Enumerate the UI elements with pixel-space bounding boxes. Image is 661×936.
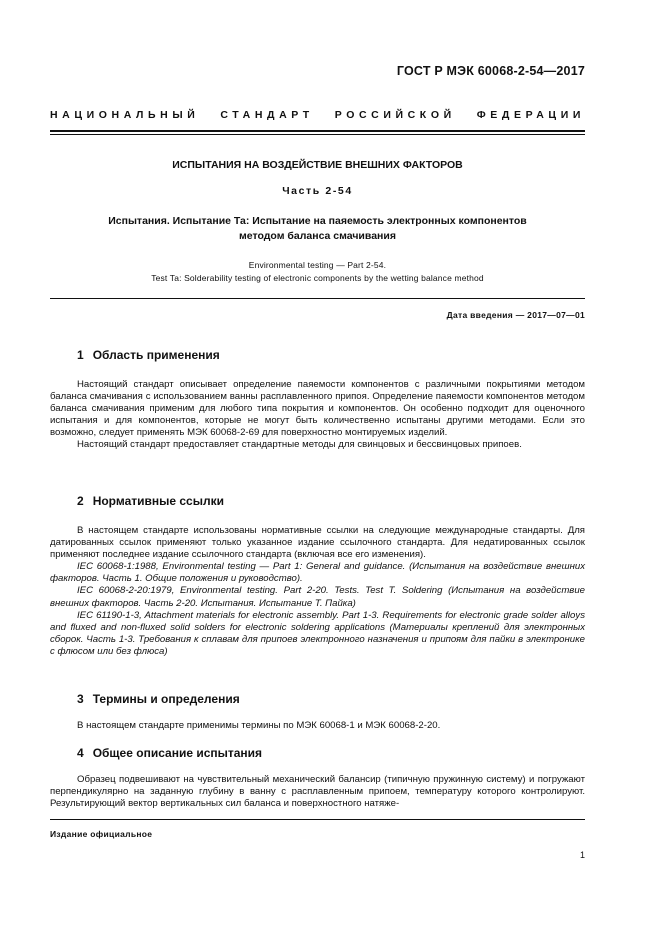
section-3-heading (77, 692, 240, 706)
standard-number: ГОСТ Р МЭК 60068-2-54—2017 (396, 64, 585, 78)
national-standard-heading: НАЦИОНАЛЬНЫЙ СТАНДАРТ РОССИЙСКОЙ ФЕДЕРАЦИИ (50, 109, 585, 121)
paragraph: Настоящий стандарт предоставляет стандартные методы для свинцовых и бессвинцовых припоев. (77, 439, 522, 451)
section-title: Нормативные ссылки (92, 494, 224, 508)
english-title (50, 259, 585, 285)
paragraph: В настоящем стандарте применимы термины по МЭК 60068-1 и МЭК 60068-2-20. (77, 720, 441, 731)
english-title-line-1: Environmental testing — Part 2-54. (248, 260, 387, 270)
paragraph: Образец подвешивают на чувствительный механический балансир (типичную пружинную систему) и погружают перпендикулярно на заданную глубину в ванну с расплавленным припоем, температуру которого контролируют. Результирующий вектор вертикальных сил баланса и поверхностного натяже- (50, 774, 585, 810)
reference-item: IEC 60068-1:1988, Environmental testing — Part 1: General and guidance. (Испытания на воздействие внешних факторов. Часть 1. Общие положения и руководство). (50, 561, 585, 585)
section-title: Термины и определения (92, 692, 240, 706)
paragraph: В настоящем стандарте использованы нормативные ссылки на следующие международные стандарты. Для датированных ссылок применяют только указанное издание ссылочного стандарта. Для недатированных ссылок применяют последнее издание ссылочного стандарта (включая все его изменения). (50, 525, 585, 561)
section-title: Общее описание испытания (92, 746, 263, 760)
section-1-body (50, 379, 585, 452)
section-number: 3 (77, 692, 84, 706)
section-2-body (50, 525, 585, 658)
part-label: Часть 2-54 (282, 185, 353, 197)
reference-item: IEC 60068-2-20:1979, Environmental testing. Part 2-20. Tests. Test T. Soldering (Испытания на воздействие внешних факторов. Часть 2-20. Испытания. Испытание Т. Пайка) (50, 585, 585, 609)
section-3-body (50, 720, 585, 732)
header-rule-thin (50, 134, 585, 135)
edition-label: Издание официальное (50, 829, 153, 839)
subtitle-line-2: методом баланса смачивания (239, 230, 396, 242)
section-4-body (50, 774, 585, 810)
section-number: 2 (77, 494, 84, 508)
subtitle (50, 214, 585, 244)
subtitle-line-1: Испытания. Испытание Та: Испытание на паяемость электронных компонентов (108, 215, 527, 227)
title-rule (50, 298, 585, 299)
paragraph: Настоящий стандарт описывает определение паяемости компонентов с различными покрытиями методом баланса смачивания с использованием ванны расплавленного припоя. Определение паяемости компонентов методом баланса смачивания применим для любого типа покрытия и компонентов. Он особенно подходит для оценочного испытания и для компонентов, которые не могут быть количественно испытаны другими методами. Если это возможно, следует применять МЭК 60068-2-69 для поверхностно монтируемых изделий. (50, 379, 585, 439)
main-title: ИСПЫТАНИЯ НА ВОЗДЕЙСТВИЕ ВНЕШНИХ ФАКТОРОВ (172, 159, 463, 171)
section-title: Область применения (92, 348, 220, 362)
footer-rule (50, 819, 585, 820)
section-4-heading (77, 746, 262, 760)
header-rule-thick (50, 130, 585, 132)
section-2-heading (77, 494, 224, 508)
page-number: 1 (579, 850, 585, 860)
english-title-line-2: Test Ta: Solderability testing of electronic components by the wetting balance method (151, 273, 484, 283)
introduction-date: Дата введения — 2017—07—01 (446, 310, 585, 320)
reference-item: IEC 61190-1-3, Attachment materials for electronic assembly. Part 1-3. Requirements for electronic grade solder alloys and fluxed and non-fluxed solid solders for electronic soldering applications (Материалы креплений для электронных сборок. Часть 1-3. Требования к сплавам для припоев электронного назначения и припоям для пайки в электронике с флюсом или без флюса) (50, 609, 585, 657)
section-number: 1 (77, 348, 84, 362)
section-1-heading (77, 348, 220, 362)
section-number: 4 (77, 746, 84, 760)
